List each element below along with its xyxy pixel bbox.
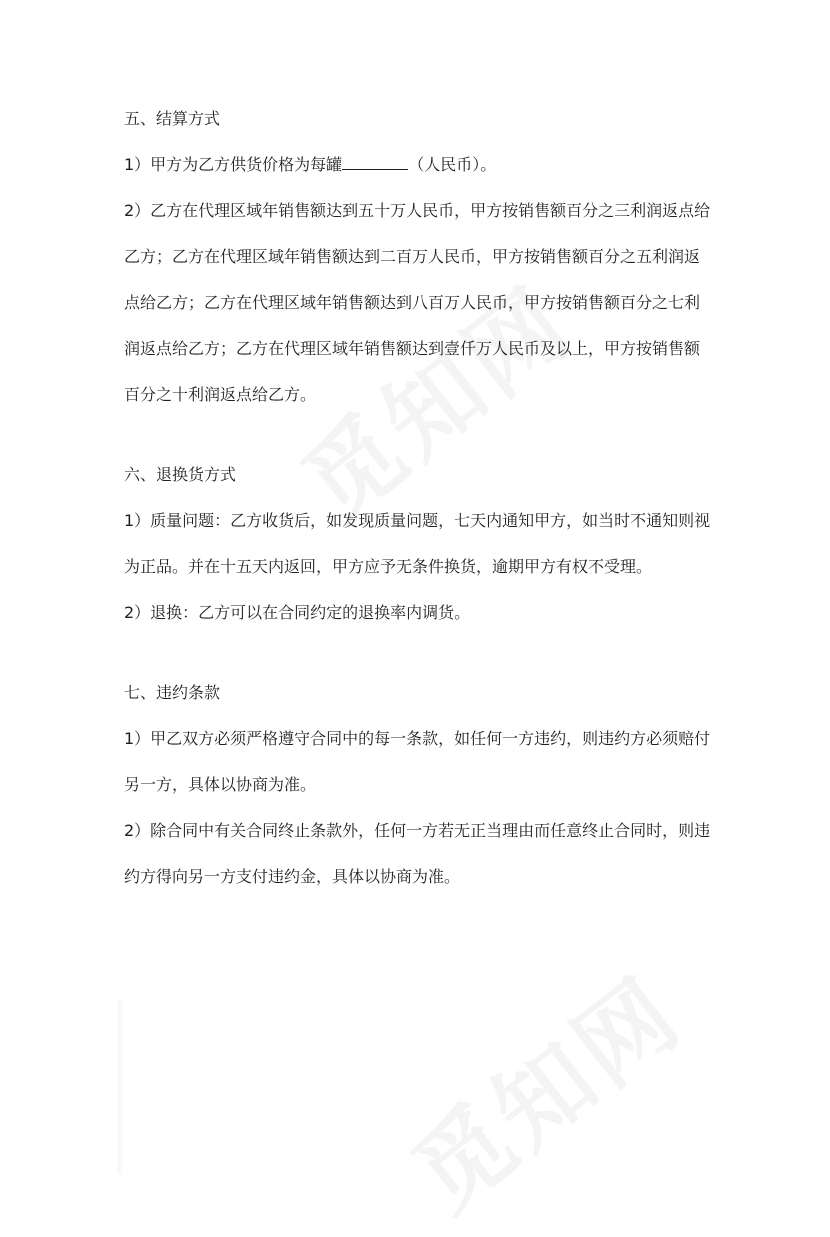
paragraph-quality: 1）质量问题：乙方收货后，如发现质量问题，七天内通知甲方，如当时不通知则视为正品。并在十五天内返回，甲方应予无条件换货，逾期甲方有权不受理。	[124, 511, 711, 576]
paragraph-exchange: 2）退换：乙方可以在合同约定的退换率内调货。	[124, 603, 471, 622]
section-settlement	[124, 96, 714, 418]
watermark	[380, 940, 705, 1236]
section-returns	[124, 452, 714, 636]
page-edge-shadow	[118, 1000, 124, 1174]
price-blank-line	[342, 155, 408, 170]
paragraph-breach-1: 1）甲乙双方必须严格遵守合同中的每一条款，如任何一方违约，则违约方必须赔付另一方，具体以协商为准。	[124, 729, 711, 794]
paragraph-text: （人民币）。	[408, 155, 497, 174]
section-breach	[124, 670, 714, 900]
paragraph-text: 1）甲方为乙方供货价格为每罐	[124, 155, 343, 174]
section-heading: 五、结算方式	[124, 109, 221, 128]
paragraph-breach-2: 2）除合同中有关合同终止条款外，任何一方若无正当理由而任意终止合同时，则违约方得向另一方支付违约金，具体以协商为准。	[124, 821, 711, 886]
document-body	[124, 96, 714, 934]
section-heading: 七、违约条款	[124, 683, 221, 702]
paragraph-rebate: 2）乙方在代理区域年销售额达到五十万人民币，甲方按销售额百分之三利润返点给乙方；乙方在代理区域年销售额达到二百万人民币，甲方按销售额百分之五利润返点给乙方；乙方在代理区域年销售额达到八百万人民币，甲方按销售额百分之七利润返点给乙方；乙方在代理区域年销售额达到壹仟万人民币及以上，甲方按销售额百分之十利润返点给乙方。	[124, 201, 711, 404]
section-heading: 六、退换货方式	[124, 465, 237, 484]
paragraph-price	[124, 142, 714, 188]
